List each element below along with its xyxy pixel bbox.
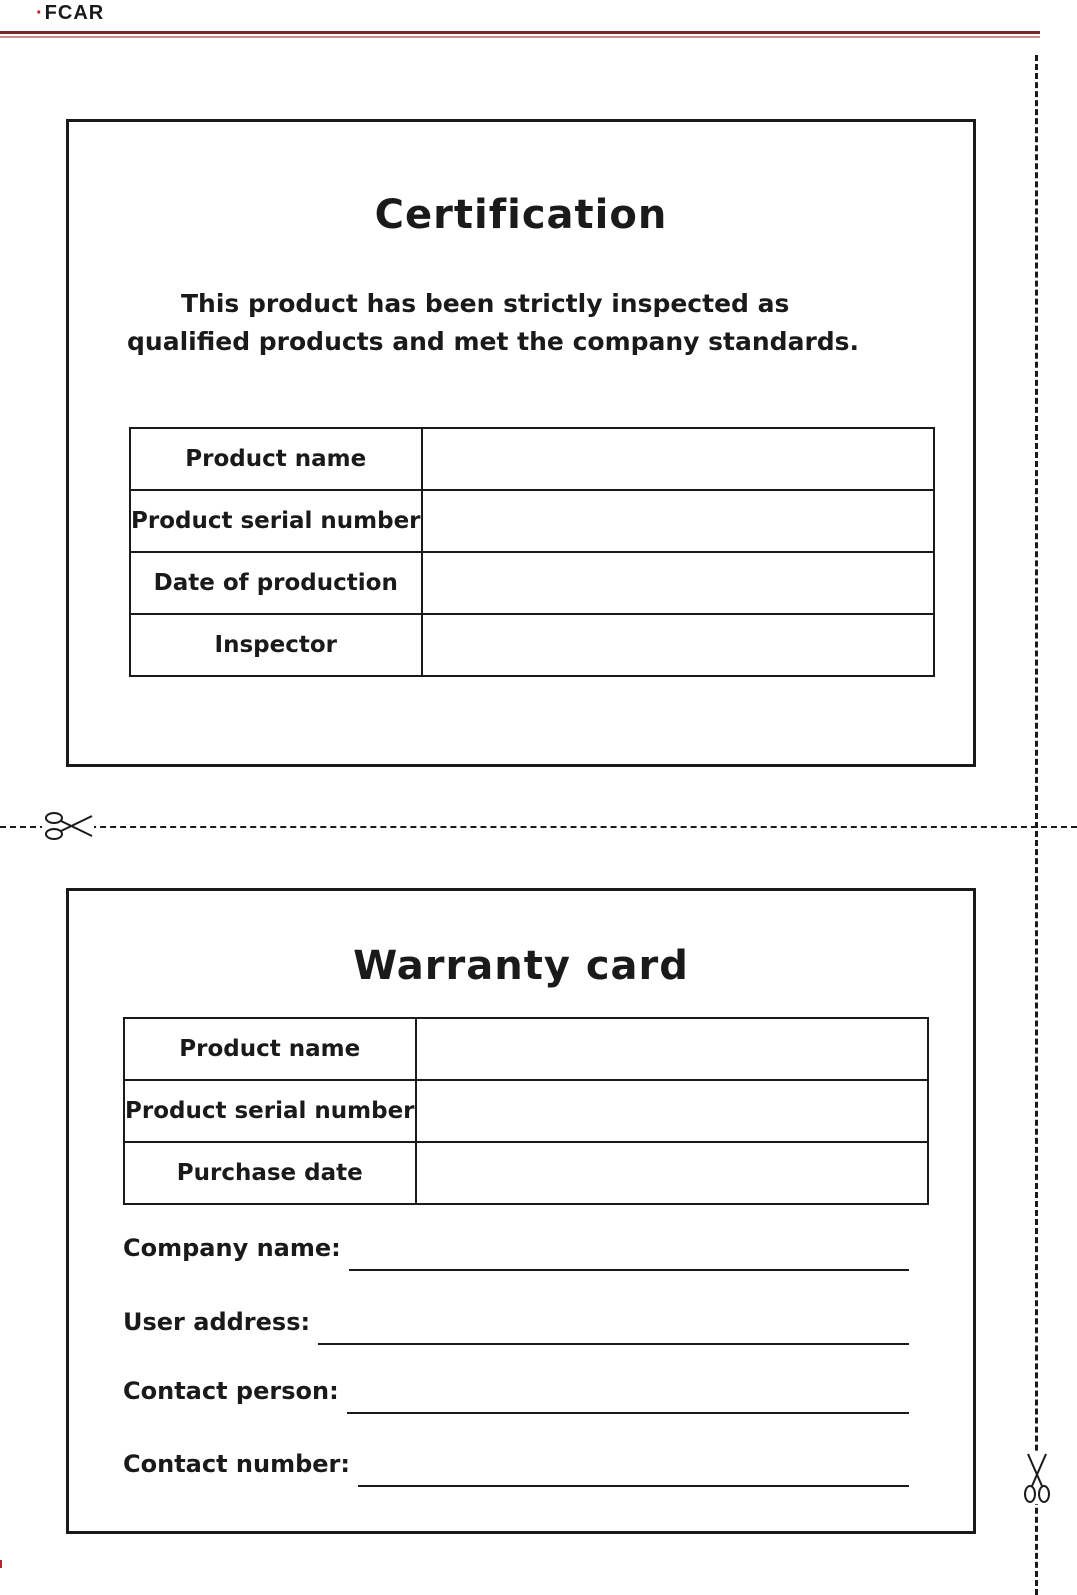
- certification-table: [129, 427, 935, 677]
- field-label: Company name:: [123, 1234, 341, 1262]
- contact-person-field[interactable]: [347, 1374, 909, 1414]
- contact-person-row: [123, 1374, 909, 1414]
- row-label: Product name: [124, 1018, 416, 1080]
- inspector-field[interactable]: [422, 614, 934, 676]
- table-row: [124, 1080, 928, 1142]
- user-address-row: [123, 1305, 909, 1345]
- user-address-field[interactable]: [318, 1305, 909, 1345]
- header-rule-secondary: [0, 36, 1040, 38]
- purchase-date-field[interactable]: [416, 1142, 928, 1204]
- row-label: Inspector: [130, 614, 422, 676]
- table-row: [130, 428, 934, 490]
- scissors-icon: [42, 810, 94, 842]
- scissors-icon: [1022, 1452, 1052, 1504]
- serial-number-field[interactable]: [422, 490, 934, 552]
- table-row: [124, 1142, 928, 1204]
- field-label: Contact number:: [123, 1450, 350, 1478]
- row-label: Product serial number: [130, 490, 422, 552]
- field-label: Contact person:: [123, 1377, 339, 1405]
- warranty-table: [123, 1017, 929, 1205]
- row-label: Product serial number: [124, 1080, 416, 1142]
- certification-statement: This product has been strictly inspected as qualified products and met the company standards.: [127, 289, 860, 356]
- row-label: Date of production: [130, 552, 422, 614]
- contact-number-field[interactable]: [358, 1447, 909, 1487]
- vertical-cut-line: [1035, 55, 1038, 1595]
- header-rule: [0, 31, 1040, 34]
- brand-logo: [36, 2, 104, 25]
- contact-number-row: [123, 1447, 909, 1487]
- row-label: Purchase date: [124, 1142, 416, 1204]
- company-name-field[interactable]: [349, 1231, 909, 1271]
- edge-mark: [0, 1560, 2, 1568]
- table-row: [130, 614, 934, 676]
- row-label: Product name: [130, 428, 422, 490]
- company-name-row: [123, 1231, 909, 1271]
- horizontal-cut-line: [0, 826, 1077, 828]
- field-label: User address:: [123, 1308, 311, 1336]
- table-row: [130, 490, 934, 552]
- warranty-card: [66, 888, 976, 1534]
- product-name-field[interactable]: [416, 1018, 928, 1080]
- certification-title: Certification: [374, 192, 668, 238]
- certification-card: [66, 119, 976, 767]
- warranty-title: Warranty card: [353, 943, 689, 989]
- table-row: [130, 552, 934, 614]
- logo-text: FCAR: [44, 2, 105, 24]
- production-date-field[interactable]: [422, 552, 934, 614]
- logo-dot: ·: [36, 2, 44, 24]
- table-row: [124, 1018, 928, 1080]
- product-name-field[interactable]: [422, 428, 934, 490]
- serial-number-field[interactable]: [416, 1080, 928, 1142]
